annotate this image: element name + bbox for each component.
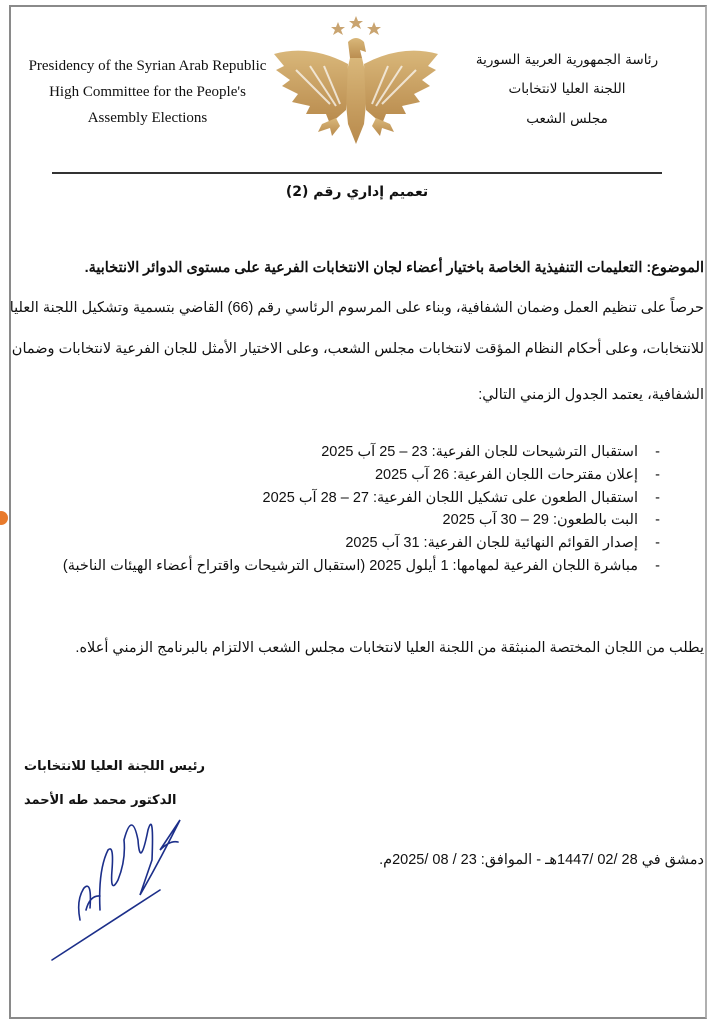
header-arabic-line-2: اللجنة العليا لانتخابات	[508, 81, 626, 97]
paragraph-line-1: حرصاً على تنظيم العمل وضمان الشفافية، وبناء على المرسوم الرئاسي رقم (66) القاضي بتسمية وتشكيل اللجنة العليا	[9, 300, 704, 316]
schedule-item	[321, 444, 660, 460]
date-line: دمشق في 28 /02 /1447هـ - الموافق: 23 / 08 /2025م.	[379, 852, 704, 868]
header-arabic-line-3: مجلس الشعب	[526, 111, 608, 127]
bullet: -	[655, 490, 660, 506]
schedule-item-text: البت بالطعون: 29 – 30 آب 2025	[442, 512, 638, 528]
schedule-item	[263, 490, 660, 506]
document-title: تعميم إداري رقم (2)	[285, 184, 429, 200]
schedule-item	[345, 535, 660, 551]
header-arabic-line-1: رئاسة الجمهورية العربية السورية	[475, 52, 659, 68]
paragraph-line-2: للانتخابات، وعلى أحكام النظام المؤقت لانتخابات مجلس الشعب، وعلى الاختيار الأمثل للجان الفرعية لانتخابات وضمان	[11, 341, 704, 357]
bullet: -	[655, 535, 660, 551]
header-english-line-3: Assembly Elections	[87, 110, 208, 126]
signatory-name: الدكتور محمد طه الأحمد	[24, 793, 177, 808]
signatory-role: رئيس اللجنة العليا للانتخابات	[24, 759, 206, 774]
schedule-item-text: استقبال الطعون على تشكيل اللجان الفرعية: 27 – 28 آب 2025	[262, 490, 638, 506]
subject-line: الموضوع: التعليمات التنفيذية الخاصة باختيار أعضاء لجان الانتخابات الفرعية على مستوى الدوائر الانتخابية.	[84, 260, 704, 276]
schedule-item	[63, 558, 660, 574]
bullet: -	[655, 444, 660, 460]
closing-line: يطلب من اللجان المختصة المنبثقة من اللجنة العليا لانتخابات مجلس الشعب الالتزام بالبرنامج الزمني أعلاه.	[75, 640, 704, 656]
schedule-item	[443, 512, 660, 528]
schedule-item-text: استقبال الترشيحات للجان الفرعية: 23 – 25 آب 2025	[321, 444, 638, 460]
schedule-item	[375, 467, 660, 483]
bullet: -	[655, 558, 660, 574]
handwritten-signature	[40, 800, 200, 970]
schedule-item-text: إصدار القوائم النهائية للجان الفرعية: 31 آب 2025	[345, 535, 638, 551]
bullet: -	[655, 467, 660, 483]
eagle-emblem-icon	[270, 14, 442, 148]
header-divider	[52, 172, 662, 174]
header-english-line-2: High Committee for the People's	[49, 84, 246, 100]
paragraph-line-3: الشفافية، يعتمد الجدول الزمني التالي:	[478, 387, 704, 403]
bullet: -	[655, 512, 660, 528]
schedule-item-text: مباشرة اللجان الفرعية لمهامها: 1 أيلول 2025 (استقبال الترشيحات واقتراح أعضاء الهيئات الناخبة)	[62, 558, 638, 574]
page-marker	[0, 511, 8, 525]
schedule-item-text: إعلان مقترحات اللجان الفرعية: 26 آب 2025	[374, 467, 638, 483]
header-english-line-1: Presidency of the Syrian Arab Republic	[28, 58, 267, 74]
